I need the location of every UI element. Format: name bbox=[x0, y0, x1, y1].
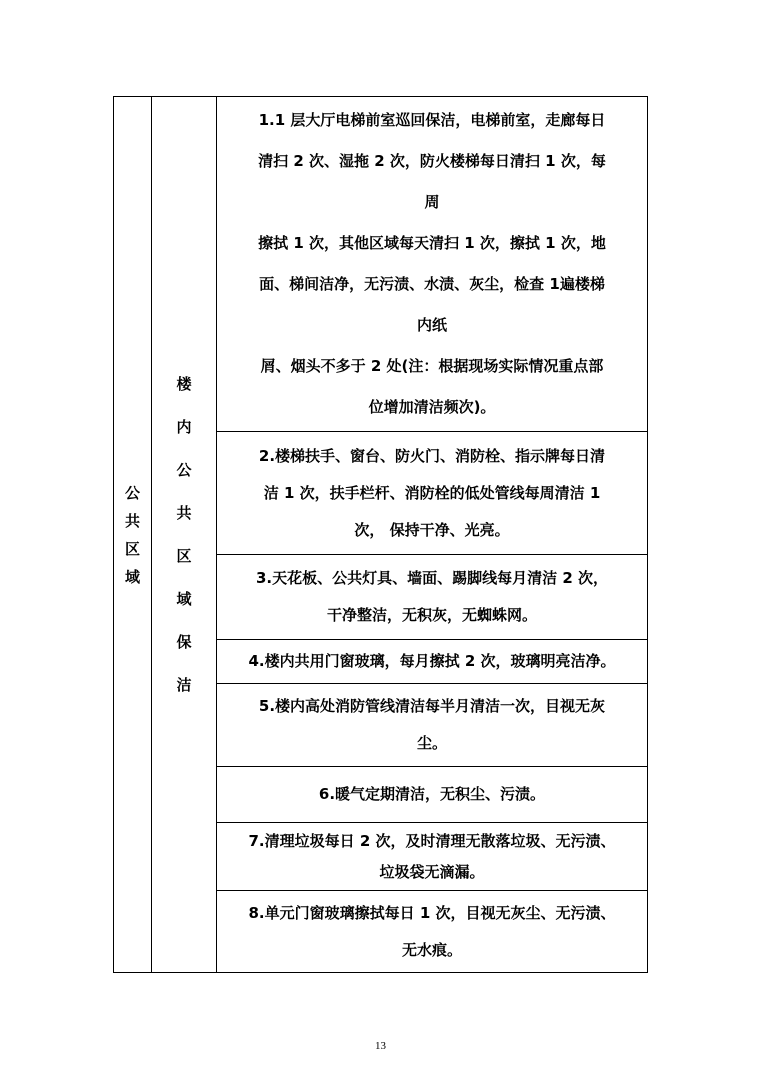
item-line: 3.天花板、公共灯具、墙面、踢脚线每月清洁 2 次， bbox=[255, 569, 609, 587]
section-char: 保 bbox=[176, 632, 192, 651]
item-line: 8.单元门窗玻璃擦拭每日 1 次，目视无灰尘、无污渍、 bbox=[248, 903, 616, 922]
area-char: 公 bbox=[124, 483, 140, 502]
item-cell-3 bbox=[217, 555, 648, 640]
section-cell bbox=[152, 97, 217, 973]
item-line: 周 bbox=[424, 193, 440, 211]
area-char: 域 bbox=[124, 567, 140, 586]
section-char: 内 bbox=[176, 417, 192, 436]
item-line: 4.楼内共用门窗玻璃，每月擦拭 2 次，玻璃明亮洁净。 bbox=[248, 652, 616, 670]
item-line: 尘。 bbox=[416, 734, 447, 752]
section-char: 域 bbox=[176, 589, 192, 608]
item-line: 1.1 层大厅电梯前室巡回保洁，电梯前室，走廊每日 bbox=[258, 111, 606, 129]
service-standard-table bbox=[113, 96, 648, 973]
item-cell-2 bbox=[217, 432, 648, 555]
item-line: 屑、烟头不多于 2 处(注：根据现场实际情况重点部 bbox=[260, 357, 604, 375]
page-number: 13 bbox=[375, 1040, 386, 1052]
section-char: 共 bbox=[176, 503, 192, 522]
section-char: 洁 bbox=[176, 675, 192, 694]
section-char: 区 bbox=[176, 546, 192, 565]
item-line: 2.楼梯扶手、窗台、防火门、消防栓、指示牌每日清 bbox=[258, 446, 606, 465]
area-char: 共 bbox=[124, 511, 140, 530]
item-line: 内纸 bbox=[416, 316, 447, 334]
item-line: 无水痕。 bbox=[401, 940, 462, 959]
item-line: 清扫 2 次、湿拖 2 次，防火楼梯每日清扫 1 次，每 bbox=[258, 152, 606, 170]
table-row bbox=[114, 97, 648, 432]
item-line: 6.暖气定期清洁，无积尘、污渍。 bbox=[318, 785, 546, 803]
area-cell bbox=[114, 97, 152, 973]
item-line: 垃圾袋无滴漏。 bbox=[379, 862, 485, 881]
item-line: 位增加清洁频次)。 bbox=[368, 398, 496, 416]
item-cell-1 bbox=[217, 97, 648, 432]
item-line: 7.清理垃圾每日 2 次，及时清理无散落垃圾、无污渍、 bbox=[248, 831, 616, 850]
item-cell-7 bbox=[217, 823, 648, 891]
item-cell-4 bbox=[217, 640, 648, 684]
section-char: 公 bbox=[176, 460, 192, 479]
area-char: 区 bbox=[124, 539, 140, 558]
item-cell-6 bbox=[217, 767, 648, 823]
section-char: 楼 bbox=[176, 374, 192, 393]
item-line: 干净整洁，无积灰，无蜘蛛网。 bbox=[326, 606, 537, 624]
item-line: 洁 1 次，扶手栏杆、消防栓的低处管线每周清洁 1 bbox=[263, 483, 601, 502]
item-line: 面、梯间洁净，无污渍、水渍、灰尘，检查 1遍楼梯 bbox=[259, 275, 605, 293]
item-line: 5.楼内高处消防管线清洁每半月清洁一次，目视无灰 bbox=[258, 697, 606, 715]
item-line: 擦拭 1 次，其他区域每天清扫 1 次，擦拭 1 次，地 bbox=[258, 234, 606, 252]
item-line: 次， 保持干净、光亮。 bbox=[354, 520, 510, 539]
item-cell-8 bbox=[217, 891, 648, 973]
item-cell-5 bbox=[217, 684, 648, 767]
